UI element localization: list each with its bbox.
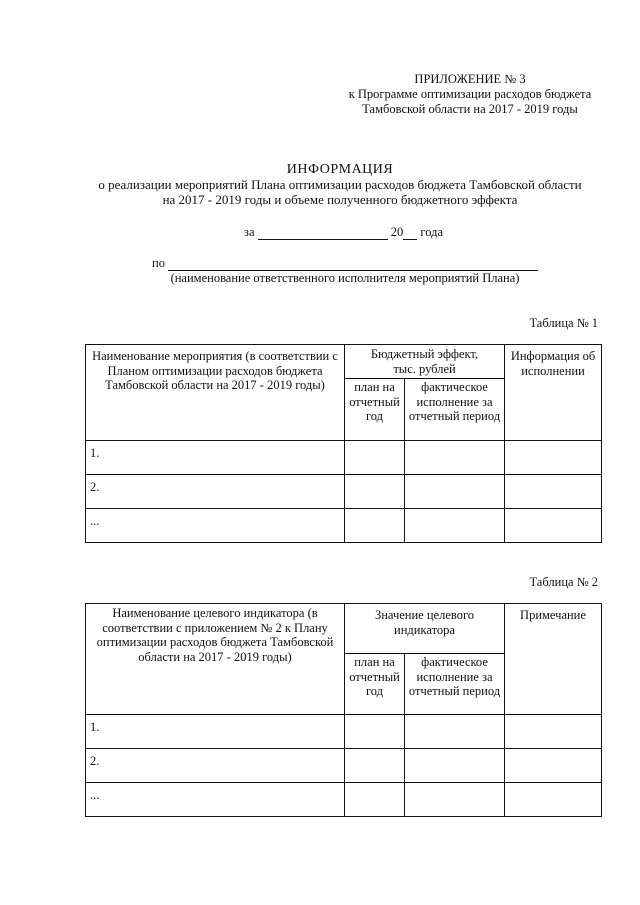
executor-line (152, 256, 538, 271)
table-row (86, 441, 602, 475)
appendix-block (330, 72, 610, 117)
period-prefix: за (244, 225, 255, 239)
table2-row-number: 1. (86, 715, 345, 749)
document-subtitle-line-2: на 2017 - 2019 годы и объеме полученного бюджетного эффекта (162, 192, 518, 207)
table-cell (405, 441, 505, 475)
table1-row-number: ... (86, 509, 345, 543)
table-cell (405, 783, 505, 817)
table1-row-number: 2. (86, 475, 345, 509)
table2-header-value: Значение целевого индикатора (345, 604, 505, 654)
table2-header-plan: план на отчетный год (345, 654, 405, 715)
table1-row-number: 1. (86, 441, 345, 475)
table-row (86, 509, 602, 543)
table-row (86, 749, 602, 783)
table-cell (405, 749, 505, 783)
appendix-title: ПРИЛОЖЕНИЕ № 3 (414, 72, 526, 86)
table2-header-name: Наименование целевого индикатора (в соответствии с приложением № 2 к Плану оптимизации расходов бюджета Тамбовской области на 2017 - 2019 годы) (86, 604, 345, 715)
table-cell (345, 783, 405, 817)
table-cell (505, 509, 602, 543)
table-row (86, 475, 602, 509)
table1-header-info: Информация об исполнении (505, 345, 602, 441)
year-blank (403, 227, 417, 240)
executor-blank (168, 259, 538, 271)
table2-label: Таблица № 2 (529, 575, 598, 589)
executor-caption: (наименование ответственного исполнителя мероприятий Плана) (170, 271, 520, 285)
table-row (86, 715, 602, 749)
appendix-line-1: к Программе оптимизации расходов бюджета (348, 87, 592, 101)
table-cell (505, 749, 602, 783)
table1-label: Таблица № 1 (529, 316, 598, 330)
table-cell (505, 475, 602, 509)
document-heading (60, 162, 620, 207)
appendix-line-2: Тамбовской области на 2017 - 2019 годы (362, 102, 578, 116)
period-year-suffix: года (420, 225, 443, 239)
period-line (244, 225, 443, 240)
table-cell (405, 715, 505, 749)
executor-prefix: по (152, 256, 165, 270)
table-row (86, 783, 602, 817)
document-subtitle-line-1: о реализации мероприятий Плана оптимизации расходов бюджета Тамбовской области (98, 177, 582, 192)
table-cell (345, 509, 405, 543)
table1 (85, 344, 602, 543)
table-cell (505, 783, 602, 817)
table1-header-name: Наименование мероприятия (в соответствии с Планом оптимизации расходов бюджета Тамбовской области на 2017 - 2019 годы) (86, 345, 345, 441)
document-title: ИНФОРМАЦИЯ (286, 162, 394, 177)
table2 (85, 603, 602, 817)
table2-header-note: Примечание (505, 604, 602, 715)
table-cell (405, 509, 505, 543)
table-cell (405, 475, 505, 509)
table2-header-actual: фактическое исполнение за отчетный период (405, 654, 505, 715)
table2-row-number: ... (86, 783, 345, 817)
table1-header-plan: план на отчетный год (345, 379, 405, 441)
table-cell (505, 441, 602, 475)
period-blank (258, 227, 388, 240)
table-cell (345, 441, 405, 475)
table1-header-actual: фактическое исполнение за отчетный период (405, 379, 505, 441)
table-cell (505, 715, 602, 749)
period-year-prefix: 20 (390, 225, 404, 239)
table1-header-effect: Бюджетный эффект, тыс. рублей (345, 345, 505, 379)
table-cell (345, 715, 405, 749)
table-cell (345, 475, 405, 509)
table2-row-number: 2. (86, 749, 345, 783)
table-cell (345, 749, 405, 783)
